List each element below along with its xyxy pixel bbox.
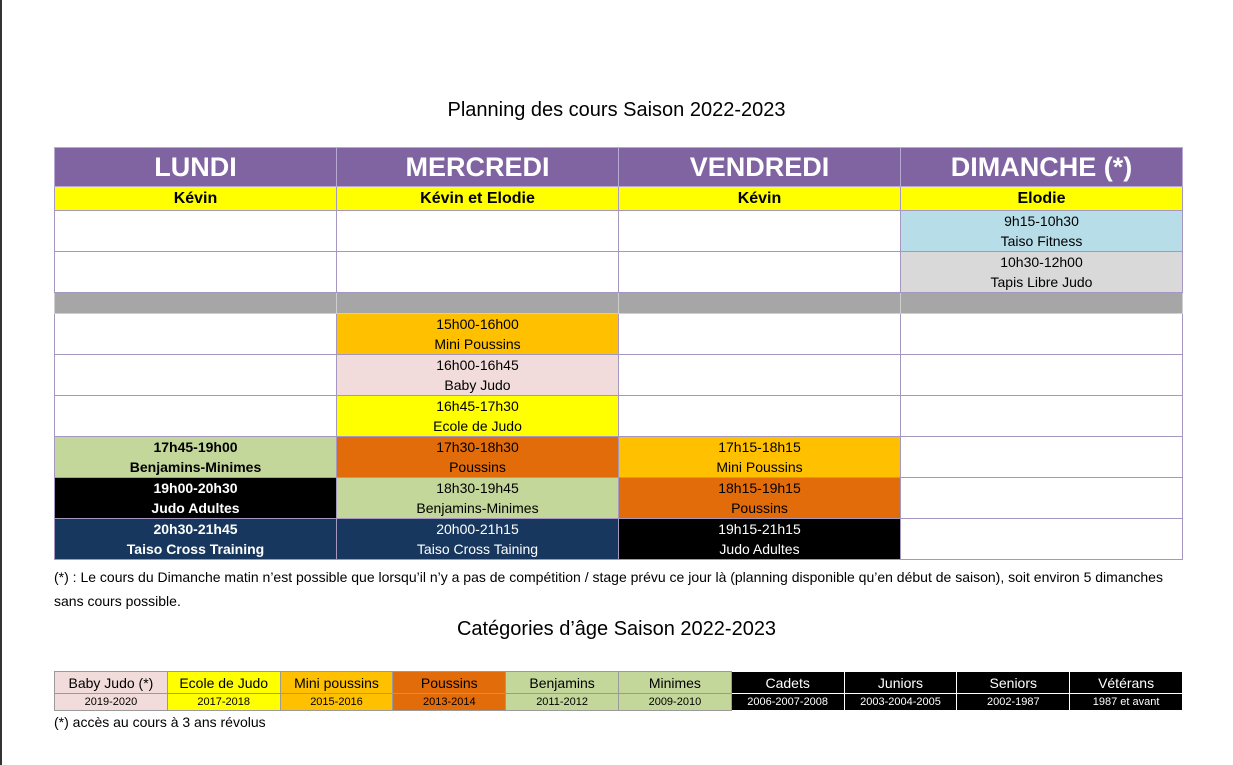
empty-cell <box>901 437 1183 478</box>
slot-time: 18h15-19h15 <box>718 480 801 496</box>
day-sunday: DIMANCHE (*) <box>901 148 1183 187</box>
age-category-years: 1987 et avant <box>1070 694 1183 711</box>
schedule-title: Planning des cours Saison 2022-2023 <box>447 99 786 121</box>
slot-time: 9h15-10h30 <box>1004 213 1079 229</box>
slot-label: Tapis Libre Judo <box>990 274 1093 290</box>
class-slot-wednesday <box>337 478 619 519</box>
empty-cell <box>55 355 337 396</box>
age-category-name: Baby Judo (*) <box>55 672 168 694</box>
age-category-name: Ecole de Judo <box>167 672 280 694</box>
slot-label: Judo Adultes <box>719 541 800 557</box>
age-note: (*) accès au cours à 3 ans révolus <box>54 714 266 730</box>
empty-cell <box>337 211 619 252</box>
age-category-years: 2006-2007-2008 <box>731 694 844 711</box>
slot-label: Benjamins-Minimes <box>416 500 539 516</box>
age-category-name: Mini poussins <box>280 672 393 694</box>
class-slot-monday <box>55 478 337 519</box>
schedule-row <box>55 396 1183 437</box>
empty-cell <box>619 211 901 252</box>
age-category-name: Juniors <box>844 672 957 694</box>
slot-label: Mini Poussins <box>716 459 803 475</box>
slot-time: 17h45-19h00 <box>153 439 238 455</box>
coach-friday: Kévin <box>619 187 901 211</box>
slot-time: 15h00-16h00 <box>436 316 519 332</box>
separator-cell <box>901 293 1183 314</box>
day-monday: LUNDI <box>55 148 337 187</box>
day-wednesday: MERCREDI <box>337 148 619 187</box>
class-slot-monday <box>55 437 337 478</box>
age-category-name: Poussins <box>393 672 506 694</box>
age-category-years: 2003-2004-2005 <box>844 694 957 711</box>
coach-row <box>55 187 1183 211</box>
slot-label: Taiso Cross Taining <box>416 541 539 557</box>
empty-cell <box>55 314 337 355</box>
slot-label: Taiso Fitness <box>1000 233 1083 249</box>
empty-cell <box>337 252 619 293</box>
schedule-row <box>55 211 1183 252</box>
slot-time: 16h45-17h30 <box>436 398 519 414</box>
empty-cell <box>619 396 901 437</box>
slot-time: 20h30-21h45 <box>153 521 238 537</box>
age-category-name: Benjamins <box>506 672 619 694</box>
class-slot-wednesday <box>337 396 619 437</box>
empty-cell <box>619 314 901 355</box>
schedule-row <box>55 252 1183 293</box>
coach-monday: Kévin <box>55 187 337 211</box>
age-category-years: 2011-2012 <box>506 694 619 711</box>
class-slot-friday <box>619 437 901 478</box>
empty-cell <box>901 396 1183 437</box>
class-slot-sunday <box>901 252 1183 293</box>
day-header-row <box>55 148 1183 187</box>
age-category-name: Minimes <box>618 672 731 694</box>
schedule-row <box>55 314 1183 355</box>
class-slot-wednesday <box>337 519 619 560</box>
age-category-name: Cadets <box>731 672 844 694</box>
age-category-years: 2015-2016 <box>280 694 393 711</box>
empty-cell <box>901 355 1183 396</box>
slot-time: 19h00-20h30 <box>153 480 238 496</box>
empty-cell <box>55 396 337 437</box>
age-name-row <box>55 672 1183 694</box>
empty-cell <box>55 211 337 252</box>
schedule-row <box>55 519 1183 560</box>
age-category-years: 2019-2020 <box>55 694 168 711</box>
class-slot-friday <box>619 519 901 560</box>
empty-cell <box>619 252 901 293</box>
slot-label: Poussins <box>731 500 788 516</box>
age-category-years: 2009-2010 <box>618 694 731 711</box>
slot-time: 17h30-18h30 <box>436 439 519 455</box>
age-category-years: 2017-2018 <box>167 694 280 711</box>
class-slot-friday <box>619 478 901 519</box>
slot-label: Taiso Cross Training <box>126 541 265 557</box>
slot-time: 19h15-21h15 <box>718 521 801 537</box>
schedule-table <box>54 147 1183 560</box>
coach-sunday: Elodie <box>901 187 1183 211</box>
slot-time: 20h00-21h15 <box>436 521 519 537</box>
empty-cell <box>55 252 337 293</box>
slot-label: Judo Adultes <box>151 500 240 516</box>
slot-label: Benjamins-Minimes <box>129 459 262 475</box>
slot-label: Ecole de Judo <box>433 418 522 434</box>
separator-row <box>55 293 1183 314</box>
schedule-row <box>55 478 1183 519</box>
coach-wednesday: Kévin et Elodie <box>337 187 619 211</box>
age-years-row <box>55 694 1183 711</box>
class-slot-wednesday <box>337 314 619 355</box>
slot-label: Mini Poussins <box>434 336 521 352</box>
age-category-name: Vétérans <box>1070 672 1183 694</box>
slot-label: Baby Judo <box>444 377 511 393</box>
age-category-name: Seniors <box>957 672 1070 694</box>
age-categories-title: Catégories d’âge Saison 2022-2023 <box>456 618 777 640</box>
class-slot-monday <box>55 519 337 560</box>
empty-cell <box>901 314 1183 355</box>
age-category-years: 2013-2014 <box>393 694 506 711</box>
slot-time: 17h15-18h15 <box>718 439 801 455</box>
slot-time: 18h30-19h45 <box>436 480 519 496</box>
sunday-note: (*) : Le cours du Dimanche matin n’est possible que lorsqu’il n’y a pas de compétition / stage prévu ce jour là (planning disponible qu’en début de saison), soit environ 5 dimanches sans cours possible. <box>54 569 1163 609</box>
empty-cell <box>901 478 1183 519</box>
class-slot-sunday <box>901 211 1183 252</box>
empty-cell <box>901 519 1183 560</box>
separator-cell <box>55 293 337 314</box>
empty-cell <box>619 355 901 396</box>
class-slot-wednesday <box>337 437 619 478</box>
class-slot-wednesday <box>337 355 619 396</box>
slot-label: Poussins <box>449 459 506 475</box>
schedule-row <box>55 437 1183 478</box>
day-friday: VENDREDI <box>619 148 901 187</box>
slot-time: 16h00-16h45 <box>436 357 519 373</box>
age-categories-table <box>54 671 1183 711</box>
separator-cell <box>619 293 901 314</box>
separator-cell <box>337 293 619 314</box>
slot-time: 10h30-12h00 <box>1000 254 1083 270</box>
schedule-row <box>55 355 1183 396</box>
age-category-years: 2002-1987 <box>957 694 1070 711</box>
